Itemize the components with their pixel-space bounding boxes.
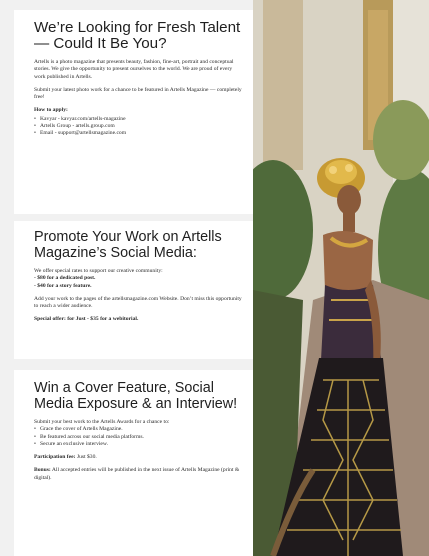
awards-card <box>14 370 253 556</box>
apply-list <box>34 116 243 138</box>
fresh-talent-heading: We’re Looking for Fresh Talent — Could It Be You? <box>34 19 241 52</box>
social-media-card <box>14 221 253 359</box>
magazine-intro: Artells is a photo magazine that presents beauty, fashion, fine-art, portrait and conceptual stories. We give the opportunity to present ourselves to the world. We are proud of every work published in Artells. <box>34 59 234 80</box>
awards-heading: Win a Cover Feature, Social Media Exposure & an Interview! <box>34 380 238 412</box>
apply-item-artells-group[interactable]: • Artells Group - artells.group.com <box>34 123 115 130</box>
awards-intro: Submit your best work to the Artells Awards for a chance to: <box>34 419 170 425</box>
website-info: Add your work to the pages of the artellsmagazine.com Website. Don’t miss this opportunity to reach a wider audience. <box>34 295 242 310</box>
benefit-cover: • Grace the cover of Artells Magazine. <box>34 426 123 433</box>
apply-item-email[interactable]: • Email - support@artellsmagazine.com <box>34 130 127 137</box>
rate-story-feature: - $40 for a story feature. <box>34 282 92 289</box>
awards-benefits-list <box>34 426 243 448</box>
how-to-apply-label: How to apply: <box>34 107 68 114</box>
special-offer: Special offer: for Just - $35 for a webitorial. <box>34 316 139 323</box>
social-media-heading: Promote Your Work on Artells Magazine’s Social Media: <box>34 229 222 261</box>
benefit-interview: • Secure an exclusive interview. <box>34 440 108 447</box>
submit-info: Submit your latest photo work for a chance to be featured in Artells Magazine — completely free! <box>34 86 242 101</box>
model-photo <box>253 0 429 556</box>
participation-fee: Participation fee: Just $30. <box>34 454 97 461</box>
apply-item-kavyar[interactable]: • Kavyar - kavyar.com/artells-magazine <box>34 115 126 122</box>
benefit-social: • Be featured across our social media platforms. <box>34 433 144 440</box>
bonus-info: Bonus: All accepted entries will be published in the next issue of Artells Magazine (print & digital). <box>34 467 240 481</box>
rate-dedicated-post: - $80 for a dedicated post. <box>34 275 96 282</box>
fresh-talent-card <box>14 10 253 214</box>
rates-intro: We offer special rates to support our creative community: <box>34 268 163 274</box>
